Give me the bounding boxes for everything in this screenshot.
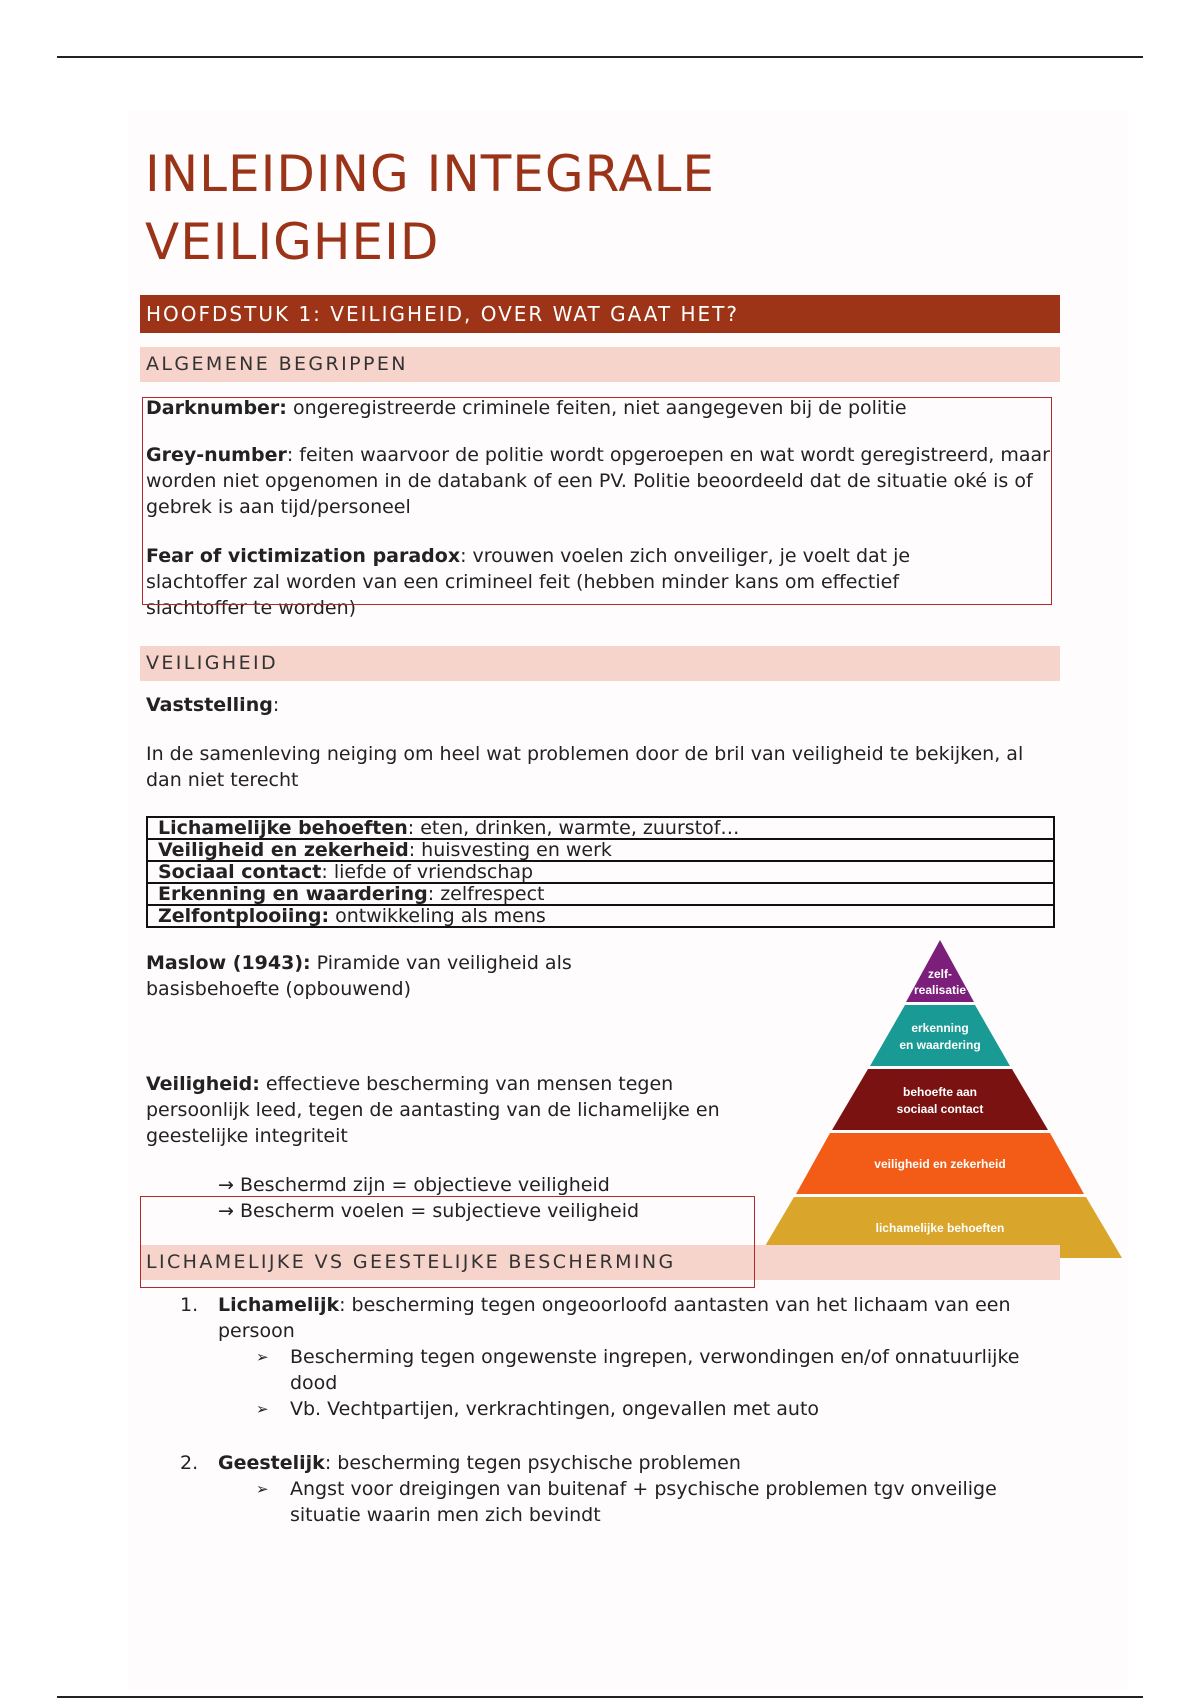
need-text: : liefde of vriendschap xyxy=(321,861,534,883)
vaststelling-term: Vaststelling xyxy=(146,694,273,716)
section-heading-veiligheid: VEILIGHEID xyxy=(140,646,1060,681)
list-item xyxy=(218,1396,1060,1422)
sub-list xyxy=(218,1344,1060,1422)
maslow-text: Piramide van veiligheid als basisbehoefte (opbouwend) xyxy=(146,952,572,1000)
veiligheid-definition xyxy=(146,1071,736,1149)
maslow-pyramid xyxy=(760,940,1125,1260)
veiligheid-term: Veiligheid: xyxy=(146,1073,260,1095)
list-term: Lichamelijk xyxy=(218,1294,340,1316)
need-text: : eten, drinken, warmte, zuurstof… xyxy=(407,817,740,839)
definition-text: ongeregistreerde criminele feiten, niet aangegeven bij de politie xyxy=(286,397,907,419)
need-term: Veiligheid en zekerheid xyxy=(158,839,409,861)
maslow-needs-table xyxy=(146,816,1055,928)
pyramid-label: lichamelijke behoeften xyxy=(875,1221,1005,1235)
table-cell xyxy=(147,883,1054,905)
list-number: 1. xyxy=(180,1294,199,1316)
list-item xyxy=(218,1344,1060,1396)
definition-text: : feiten waarvoor de politie wordt opgeroepen en wat wordt geregistreerd, maar worden niet opgenomen in de databank of een PV. Politie beoordeeld dat de situatie oké is of gebrek is aan tijd/personeel xyxy=(146,444,1050,518)
pyramid-label: en waardering xyxy=(899,1038,981,1052)
maslow-intro xyxy=(146,950,626,1002)
table-cell xyxy=(147,861,1054,883)
annotation-box-definitions xyxy=(142,397,1052,605)
maslow-term: Maslow (1943): xyxy=(146,952,311,974)
bullet-text: Angst voor dreigingen van buitenaf + psychische problemen tgv onveilige situatie waarin men zich bevindt xyxy=(290,1478,997,1526)
vaststelling-text: In de samenleving neiging om heel wat problemen door de bril van veiligheid te bekijken, al dan niet terecht xyxy=(146,743,1024,791)
need-term: Sociaal contact xyxy=(158,861,322,883)
table-cell xyxy=(147,817,1054,839)
list-item xyxy=(218,1476,1060,1528)
table-cell xyxy=(147,839,1054,861)
need-text: ontwikkeling als mens xyxy=(329,905,546,927)
pyramid-label: zelf- xyxy=(928,967,952,981)
pyramid-level-sociaal-contact xyxy=(832,1069,1048,1130)
vaststelling-label xyxy=(146,692,279,718)
sub-list xyxy=(218,1476,1060,1528)
list-term: Geestelijk xyxy=(218,1452,325,1474)
arrow-bullet-icon: ➢ xyxy=(256,1480,269,1498)
table-row xyxy=(147,839,1054,861)
section-heading-algemene-begrippen: ALGEMENE BEGRIPPEN xyxy=(140,347,1060,382)
title-line-1: INLEIDING INTEGRALE xyxy=(145,145,716,203)
definition-term: Grey-number xyxy=(146,444,287,466)
need-term: Lichamelijke behoeften xyxy=(158,817,408,839)
title-line-2: VEILIGHEID xyxy=(145,213,440,271)
pyramid-label: erkenning xyxy=(911,1021,969,1035)
list-text: : bescherming tegen psychische problemen xyxy=(324,1452,741,1474)
vaststelling-colon: : xyxy=(272,694,280,716)
arrow-objectieve-veiligheid: → Beschermd zijn = objectieve veiligheid xyxy=(218,1174,610,1196)
table-row xyxy=(147,883,1054,905)
pyramid-level-erkenning xyxy=(870,1005,1010,1066)
arrow-bullet-icon: ➢ xyxy=(256,1348,269,1366)
table-row xyxy=(147,905,1054,927)
definition-text: : vrouwen voelen zich onveiliger, je voelt dat je slachtoffer zal worden van een crimineel feit (hebben minder kans om effectief slachtoffer te worden) xyxy=(146,545,911,619)
pyramid-label: realisatie xyxy=(913,983,967,997)
list-item-geestelijk xyxy=(180,1450,1060,1528)
need-term: Erkenning en waardering xyxy=(158,883,428,905)
definition-term: Darknumber: xyxy=(146,397,287,419)
veiligheid-text: effectieve bescherming van mensen tegen persoonlijk leed, tegen de aantasting van de lichamelijke en geestelijke integriteit xyxy=(146,1073,720,1147)
table-cell xyxy=(147,905,1054,927)
document-title xyxy=(145,140,1045,276)
table-row xyxy=(147,861,1054,883)
definition-term: Fear of victimization paradox xyxy=(146,545,461,567)
need-term: Zelfontplooiing: xyxy=(158,905,330,927)
bullet-text: Vb. Vechtpartijen, verkrachtingen, ongevallen met auto xyxy=(290,1398,820,1420)
top-rule xyxy=(57,56,1143,58)
section-heading-bescherming: LICHAMELIJKE VS GEESTELIJKE BESCHERMING xyxy=(140,1245,1060,1280)
bullet-text: Bescherming tegen ongewenste ingrepen, verwondingen en/of onnatuurlijke dood xyxy=(290,1346,1020,1394)
table-row xyxy=(147,817,1054,839)
list-number: 2. xyxy=(180,1452,199,1474)
annotation-box-bescherming xyxy=(140,1196,755,1288)
need-text: : huisvesting en werk xyxy=(408,839,612,861)
pyramid-label: sociaal contact xyxy=(896,1102,984,1116)
pyramid-label: veiligheid en zekerheid xyxy=(874,1157,1006,1171)
list-text: : bescherming tegen ongeoorloofd aantasten van het lichaam van een persoon xyxy=(218,1294,1011,1342)
pyramid-label: behoefte aan xyxy=(902,1085,978,1099)
chapter-heading: HOOFDSTUK 1: VEILIGHEID, OVER WAT GAAT HET? xyxy=(140,295,1060,333)
arrow-subjectieve-veiligheid: → Bescherm voelen = subjectieve veiligheid xyxy=(218,1200,640,1222)
list-item-lichamelijk xyxy=(180,1292,1060,1422)
bescherming-list xyxy=(180,1292,1060,1556)
need-text: : zelfrespect xyxy=(427,883,545,905)
bottom-rule xyxy=(57,1696,1143,1698)
arrow-bullet-icon: ➢ xyxy=(256,1400,269,1418)
